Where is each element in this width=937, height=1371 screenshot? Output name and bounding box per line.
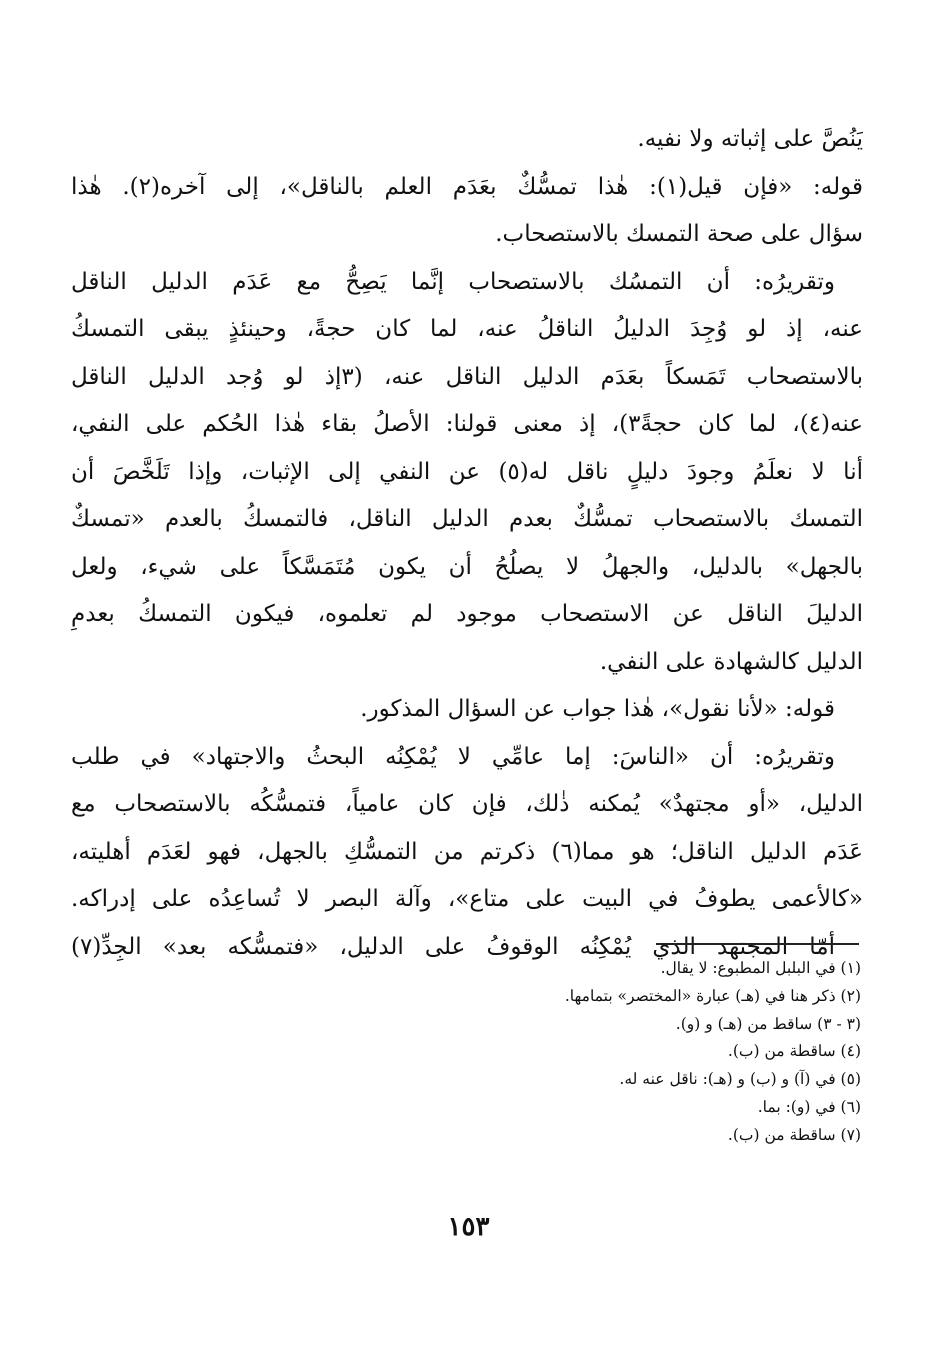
text-line-15: الدليل، «أو مجتهدٌ» يُمكنه ذٰلك، فإن كان عامياً، فتمسُّكُه بالاستصحاب مع — [71, 791, 863, 817]
text-line-16: عَدَم الدليل الناقل؛ هو مما(٦) ذكرتم من التمسُّكِ بالجهل، فهو لعَدَم أهليته، — [71, 838, 863, 865]
footnote-separator — [656, 943, 859, 945]
text-line-13: قوله: «لأنا نقول»، هٰذا جواب عن السؤال المذكور. — [360, 696, 835, 722]
footnotes — [341, 955, 861, 1150]
footnote-3: (٣ - ٣) ساقط من (هـ) و (و). — [675, 1014, 861, 1033]
text-line-11: الدليلَ الناقل عن الاستصحاب موجود لم تعلموه، فيكون التمسكُ بعدمِ — [71, 601, 863, 627]
text-line-8: أنا لا نعلَمُ وجودَ دليلٍ ناقل له(٥) عن النفي إلى الإثبات، وإذا تَلَخَّصَ أن — [71, 458, 863, 485]
body-text — [71, 116, 863, 971]
footnote-7: (٧) ساقطة من (ب). — [727, 1125, 861, 1144]
footnote-5: (٥) في (آ) و (ب) و (هـ): ناقل عنه له. — [619, 1070, 861, 1089]
text-line-5: عنه، إذ لو وُجِدَ الدليلُ الناقلُ عنه، لما كان حجةً، وحينئذٍ يبقى التمسكُ — [71, 316, 863, 342]
page-number: ١٥٣ — [447, 1212, 490, 1242]
text-line-9: التمسك بالاستصحاب تمسُّكٌ بعدم الدليل الناقل، فالتمسكُ بالعدم «تمسكٌ — [71, 506, 863, 532]
text-line-1: يَنُصَّ على إثباته ولا نفيه. — [637, 126, 863, 152]
text-line-6: بالاستصحاب تَمَسكاً بعَدَم الدليل الناقل عنه، (٣إذ لو وُجد الدليل الناقل — [71, 363, 863, 390]
text-line-12: الدليل كالشهادة على النفي. — [599, 648, 863, 675]
text-line-2: قوله: «فإن قيل(١): هٰذا تمسُّكٌ بعَدَم العلم بالناقل»، إلى آخره(٢). هٰذا — [71, 173, 863, 200]
text-line-10: بالجهل» بالدليل، والجهلُ لا يصلُحُ أن يكون مُتَمَسَّكاً على شيء، ولعل — [71, 553, 863, 580]
footnote-6: (٦) في (و): بما. — [757, 1097, 861, 1116]
text-line-17: «كالأعمى يطوفُ في البيت على متاع»، وآلة البصر لا تُساعِدُه على إدراكه. — [71, 886, 863, 912]
footnote-4: (٤) ساقطة من (ب). — [727, 1042, 861, 1061]
text-line-4: وتقريرُه: أن التمسُك بالاستصحاب إنَّما يَصِحُّ مع عَدَم الدليل الناقل — [71, 268, 835, 295]
text-line-7: عنه(٤)، لما كان حجةً٣)، إذ معنى قولنا: الأصلُ بقاء هٰذا الحُكم على النفي، — [71, 411, 863, 437]
footnote-1: (١) في البلبل المطبوع: لا يقال. — [660, 959, 861, 977]
footnote-2: (٢) ذكر هنا في (هـ) عبارة «المختصر» بتمامها. — [564, 986, 861, 1005]
text-line-3: سؤال على صحة التمسك بالاستصحاب. — [495, 221, 863, 247]
text-line-14: وتقريرُه: أن «الناسَ: إما عامِّي لا يُمْكِنُه البحثُ والاجتهاد» في طلب — [71, 743, 835, 770]
text-line-18: أمّا المجتهد الذي يُمْكِنُه الوقوفُ على الدليل، «فتمسُّكه بعد» الجِدِّ(٧) — [71, 933, 835, 960]
